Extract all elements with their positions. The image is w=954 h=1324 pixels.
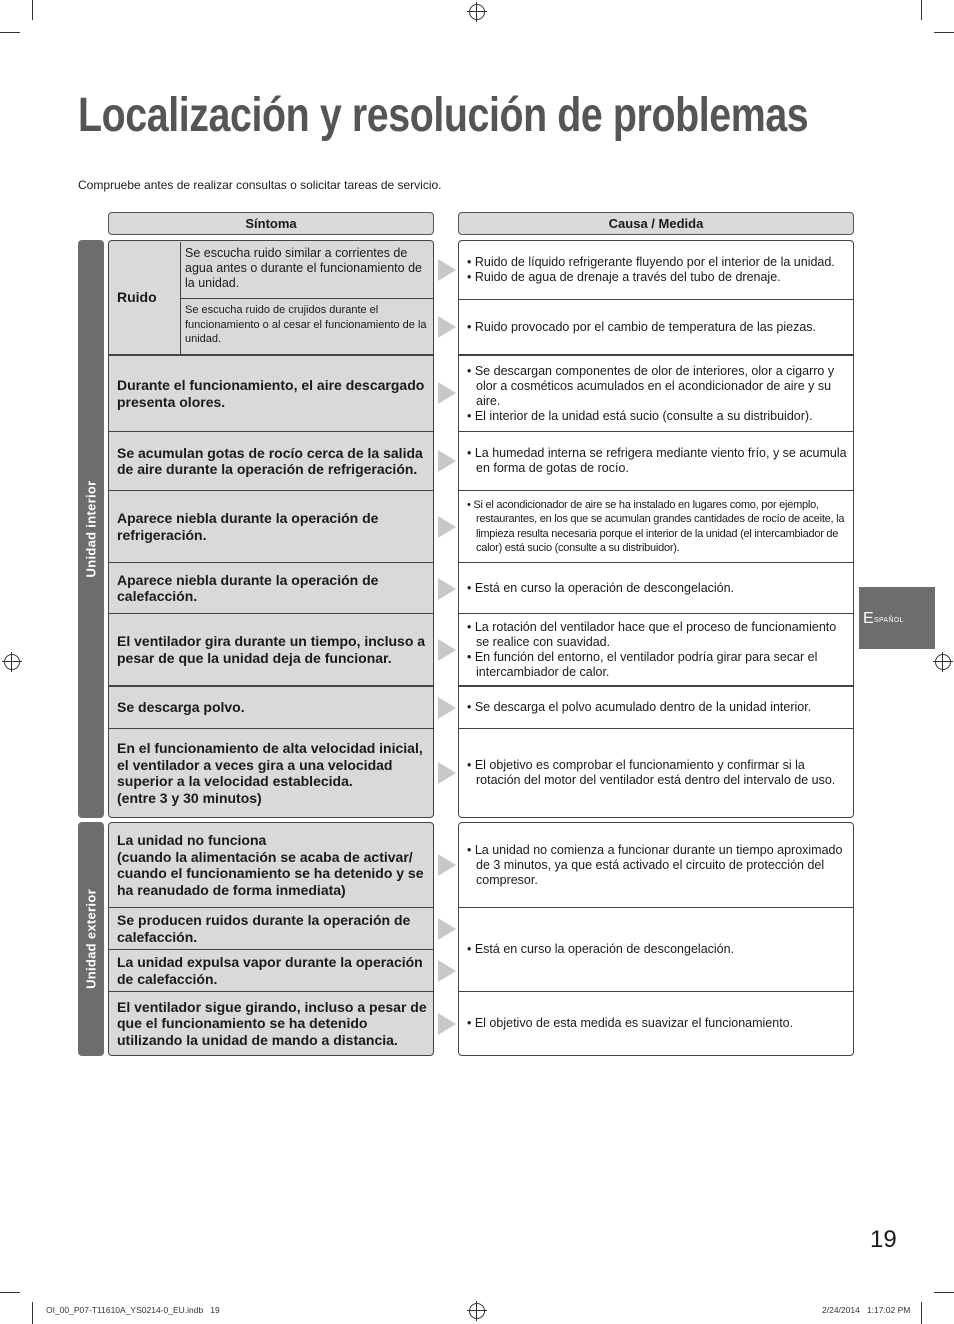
symptom-line: La unidad no funciona: [117, 832, 267, 848]
cause-cell: [458, 992, 854, 1056]
arrow-right-icon: [438, 697, 456, 719]
noise-label: Ruido: [117, 289, 157, 306]
registration-mark-icon: [4, 654, 20, 670]
cause-item: • La humedad interna se refrigera mediante viento frío, y se acumula en forma de gotas de rocío.: [467, 446, 847, 475]
cause-item: • En función del entorno, el ventilador podría girar para secar el intercambiador de calor.: [467, 649, 818, 679]
symptom-cell: El ventilador gira durante un tiempo, incluso a pesar de que la unidad deja de funcionar.: [108, 614, 434, 687]
footer-file: OI_00_P07-T11610A_YS0214-0_EU.indb 19: [46, 1305, 220, 1315]
crop-mark: [32, 1302, 33, 1324]
group-indoor-bar: [78, 240, 104, 818]
symptom-header: Síntoma: [108, 212, 434, 235]
arrow-right-icon: [438, 960, 456, 982]
cause-item: • El objetivo de esta medida es suavizar el funcionamiento.: [467, 1016, 794, 1030]
cause-cell: [458, 822, 854, 908]
crop-mark: [0, 32, 20, 33]
symptom-cell: Se acumulan gotas de rocío cerca de la salida de aire durante la operación de refrigeración.: [108, 432, 434, 491]
cause-cell: [458, 614, 854, 687]
cause-item: • Se descargan componentes de olor de interiores, olor a cigarro y olor a cosméticos acumulados en el acondicionador de aire y su aire.: [467, 363, 835, 408]
cause-item: • Está en curso la operación de descongelación.: [467, 580, 735, 595]
symptom-cell: El ventilador sigue girando, incluso a pesar de que el funcionamiento se ha detenido utilizando la unidad de mando a distancia.: [108, 992, 434, 1056]
arrow-right-icon: [438, 639, 456, 661]
symptom-cell: Se descarga polvo.: [108, 687, 434, 729]
footer-date: 2/24/2014 1:17:02 PM: [822, 1305, 911, 1315]
page-title: Localización y resolución de problemas: [78, 89, 809, 142]
cause-cell: [458, 300, 854, 356]
symptom-line: (entre 3 y 30 minutos): [117, 789, 262, 806]
cause-item: • La rotación del ventilador hace que el proceso de funcionamiento se realice con suavidad.: [467, 619, 837, 649]
cause-cell: [458, 908, 854, 992]
crop-mark: [0, 1292, 20, 1293]
page-number: 19: [870, 1226, 897, 1253]
arrow-right-icon: [438, 450, 456, 472]
intro-text: Compruebe antes de realizar consultas o solicitar tareas de servicio.: [78, 178, 442, 192]
arrow-right-icon: [438, 918, 456, 940]
crop-mark: [921, 1302, 922, 1324]
symptom-cell: [108, 822, 434, 908]
cause-item: • La unidad no comienza a funcionar durante un tiempo aproximado de 3 minutos, ya que está activado el circuito de protección del compresor.: [467, 842, 843, 887]
cause-item: • Si el acondicionador de aire se ha instalado en lugares como, por ejemplo, restaurantes, en los que se acumulan grandes cantidades de rocío de aceite, la limpieza resulta necesaria porque el interior de la unidad (el intercambiador de calor) está sucio (consulte a su distribuidor).: [467, 498, 845, 554]
language-tab: [859, 587, 935, 649]
cause-item: • Ruido provocado por el cambio de temperatura de las piezas.: [467, 319, 817, 334]
arrow-right-icon: [438, 516, 456, 538]
cause-cell: [458, 356, 854, 432]
group-indoor-label: Unidad interior: [83, 480, 99, 578]
cause-cell: [458, 687, 854, 729]
cause-cell: [458, 432, 854, 491]
symptom-cell: Se escucha ruido similar a corrientes de agua antes o durante el funcionamiento de la unidad.: [180, 242, 433, 299]
cause-cell: [458, 729, 854, 818]
cause-item: • Está en curso la operación de descongelación.: [467, 942, 735, 956]
cause-item: • Se descarga el polvo acumulado dentro de la unidad interior.: [467, 700, 812, 714]
arrow-right-icon: [438, 762, 456, 784]
cause-item: • El interior de la unidad está sucio (consulte a su distribuidor).: [467, 408, 813, 423]
crop-mark: [32, 0, 33, 20]
cause-item: • El objetivo es comprobar el funcionamiento y confirmar si la rotación del motor del ventilador está dentro del intervalo de uso.: [467, 758, 836, 787]
crop-mark: [921, 0, 922, 20]
arrow-right-icon: [438, 578, 456, 600]
symptom-cell: [108, 729, 434, 818]
arrow-right-icon: [438, 854, 456, 876]
symptom-cell: Durante el funcionamiento, el aire descargado presenta olores.: [108, 356, 434, 432]
symptom-cell: Aparece niebla durante la operación de refrigeración.: [108, 491, 434, 563]
arrow-right-icon: [438, 316, 456, 338]
symptom-cell: Se escucha ruido de crujidos durante el funcionamiento o al cesar el funcionamiento de la unidad.: [180, 299, 433, 354]
registration-mark-icon: [469, 1303, 485, 1319]
cause-item: • Ruido de agua de drenaje a través del tubo de drenaje.: [467, 270, 781, 284]
symptom-cell: La unidad expulsa vapor durante la operación de calefacción.: [108, 950, 434, 992]
language-tab-initial: E: [863, 610, 874, 627]
group-outdoor-label: Unidad exterior: [83, 889, 99, 989]
arrow-right-icon: [438, 259, 456, 281]
cause-cell: [458, 563, 854, 614]
arrow-right-icon: [438, 382, 456, 404]
crop-mark: [934, 1292, 954, 1293]
symptom-cell: Aparece niebla durante la operación de calefacción.: [108, 563, 434, 614]
registration-mark-icon: [469, 4, 485, 20]
cause-cell: [458, 240, 854, 300]
group-outdoor-bar: [78, 822, 104, 1056]
cause-header: Causa / Medida: [458, 212, 854, 235]
registration-mark-icon: [935, 654, 951, 670]
symptom-line: En el funcionamiento de alta velocidad inicial, el ventilador a veces gira a una velocidad superior a la velocidad establecida.: [117, 740, 423, 789]
crop-mark: [934, 32, 954, 33]
arrow-right-icon: [438, 1013, 456, 1035]
symptom-line: (cuando la alimentación se acaba de activar/ cuando el funcionamiento se ha detenido y se ha reanudado de forma inmediata): [117, 848, 424, 898]
symptom-cell: Se producen ruidos durante la operación de calefacción.: [108, 908, 434, 950]
language-tab-rest: SPAÑOL: [874, 617, 904, 624]
cause-item: • Ruido de líquido refrigerante fluyendo por el interior de la unidad.: [467, 255, 835, 269]
cause-cell: [458, 491, 854, 563]
